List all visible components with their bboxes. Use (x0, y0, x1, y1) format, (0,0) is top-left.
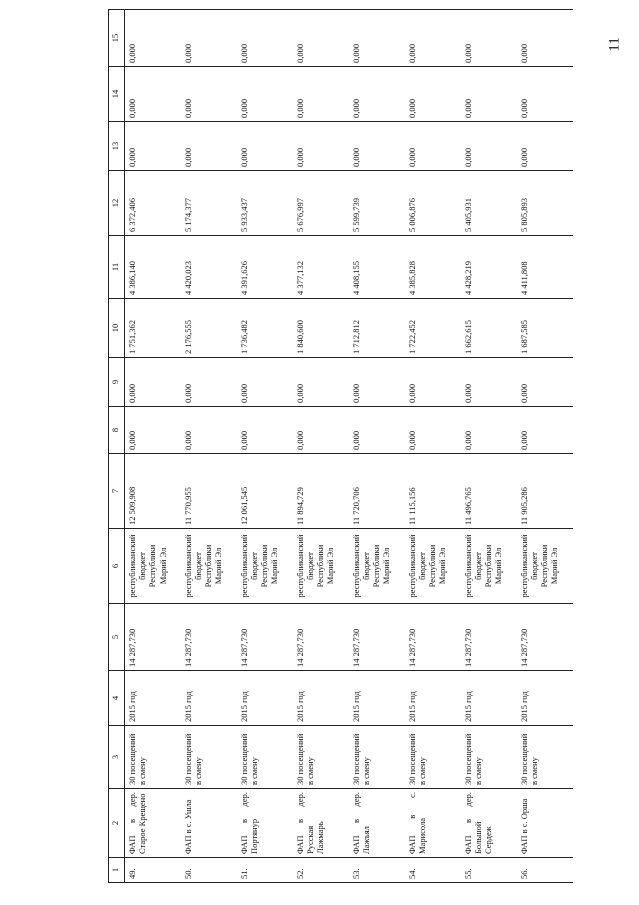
cell-col-9: 0,000 (237, 358, 293, 407)
cell-col-7: 11 115,156 (405, 454, 461, 529)
cell-col-14: 0,000 (293, 67, 349, 122)
cell-col-13: 0,000 (293, 122, 349, 171)
year: 2015 год (125, 671, 181, 726)
facility-name: ФАП в с. Орша (517, 789, 573, 858)
table-row (405, 10, 461, 883)
cell-col-14: 0,000 (125, 67, 181, 122)
year: 2015 год (181, 671, 237, 726)
cell-col-11: 4 408,155 (349, 236, 405, 299)
cell-col-9: 0,000 (461, 358, 517, 407)
cell-col-12: 5 174,377 (181, 171, 237, 236)
header-col-6: 6 (109, 529, 125, 604)
funding-source: республиканский бюджет Республики Марий Эл (125, 529, 181, 604)
cell-col-15: 0,000 (125, 10, 181, 67)
cell-col-15: 0,000 (349, 10, 405, 67)
cell-col-5: 14 287,730 (125, 604, 181, 671)
page-number: 11 (606, 37, 623, 52)
cell-col-7: 11 894,729 (293, 454, 349, 529)
facility-name: ФАП в дер. Портянур (237, 789, 293, 858)
header-col-10: 10 (109, 299, 125, 358)
cell-col-11: 4 377,132 (293, 236, 349, 299)
cell-col-10: 1 840,600 (293, 299, 349, 358)
year: 2015 год (405, 671, 461, 726)
cell-col-9: 0,000 (405, 358, 461, 407)
cell-col-12: 6 372,406 (125, 171, 181, 236)
cell-col-15: 0,000 (405, 10, 461, 67)
row-index: 52. (293, 858, 349, 883)
table-row (349, 10, 405, 883)
facility-name: ФАП в дер. Большой Сердеж (461, 789, 517, 858)
cell-col-13: 0,000 (125, 122, 181, 171)
cell-col-8: 0,000 (125, 407, 181, 454)
funding-source: республиканский бюджет Республики Марий Эл (517, 529, 573, 604)
cell-col-5: 14 287,730 (293, 604, 349, 671)
cell-col-7: 11 496,765 (461, 454, 517, 529)
cell-col-10: 1 662,615 (461, 299, 517, 358)
cell-col-11: 4 386,140 (125, 236, 181, 299)
table-row (517, 10, 573, 883)
header-col-3: 3 (109, 726, 125, 789)
row-index: 49. (125, 858, 181, 883)
header-col-12: 12 (109, 171, 125, 236)
funding-source: республиканский бюджет Республики Марий Эл (461, 529, 517, 604)
row-index: 53. (349, 858, 405, 883)
row-index: 51. (237, 858, 293, 883)
cell-col-12: 5 676,997 (293, 171, 349, 236)
cell-col-13: 0,000 (517, 122, 573, 171)
cell-col-12: 5 405,931 (461, 171, 517, 236)
capacity: 30 посещений в смену (517, 726, 573, 789)
header-col-5: 5 (109, 604, 125, 671)
cell-col-8: 0,000 (517, 407, 573, 454)
year: 2015 год (293, 671, 349, 726)
header-col-8: 8 (109, 407, 125, 454)
table-header (109, 10, 125, 883)
cell-col-15: 0,000 (517, 10, 573, 67)
cell-col-11: 4 411,808 (517, 236, 573, 299)
facility-name: ФАП в дер. Лажъял (349, 789, 405, 858)
cell-col-15: 0,000 (461, 10, 517, 67)
cell-col-7: 12 509,908 (125, 454, 181, 529)
cell-col-8: 0,000 (293, 407, 349, 454)
cell-col-13: 0,000 (405, 122, 461, 171)
cell-col-11: 4 385,828 (405, 236, 461, 299)
header-row (109, 10, 125, 883)
year: 2015 год (517, 671, 573, 726)
cell-col-5: 14 287,730 (349, 604, 405, 671)
cell-col-12: 5 805,893 (517, 171, 573, 236)
header-col-13: 13 (109, 122, 125, 171)
cell-col-15: 0,000 (237, 10, 293, 67)
cell-col-8: 0,000 (349, 407, 405, 454)
capacity: 30 посещений в смену (405, 726, 461, 789)
row-index: 56. (517, 858, 573, 883)
funding-source: республиканский бюджет Республики Марий Эл (405, 529, 461, 604)
cell-col-10: 1 712,812 (349, 299, 405, 358)
table-row (181, 10, 237, 883)
row-index: 50. (181, 858, 237, 883)
cell-col-10: 1 736,482 (237, 299, 293, 358)
cell-col-8: 0,000 (405, 407, 461, 454)
cell-col-11: 4 420,023 (181, 236, 237, 299)
facility-name: ФАП в дер. Старое Крещено (125, 789, 181, 858)
cell-col-9: 0,000 (293, 358, 349, 407)
rotated-table-wrapper (108, 33, 628, 883)
cell-col-10: 2 176,555 (181, 299, 237, 358)
cell-col-13: 0,000 (349, 122, 405, 171)
year: 2015 год (461, 671, 517, 726)
capacity: 30 посещений в смену (181, 726, 237, 789)
cell-col-12: 5 933,437 (237, 171, 293, 236)
cell-col-7: 11 905,286 (517, 454, 573, 529)
cell-col-15: 0,000 (293, 10, 349, 67)
cell-col-13: 0,000 (181, 122, 237, 171)
cell-col-5: 14 287,730 (517, 604, 573, 671)
cell-col-8: 0,000 (181, 407, 237, 454)
cell-col-12: 5 006,876 (405, 171, 461, 236)
facility-name: ФАП в дер. Русская Лажмарь (293, 789, 349, 858)
cell-col-9: 0,000 (181, 358, 237, 407)
cell-col-7: 11 720,706 (349, 454, 405, 529)
data-table (108, 9, 573, 883)
cell-col-13: 0,000 (461, 122, 517, 171)
funding-source: республиканский бюджет Республики Марий Эл (237, 529, 293, 604)
cell-col-9: 0,000 (125, 358, 181, 407)
capacity: 30 посещений в смену (293, 726, 349, 789)
header-col-2: 2 (109, 789, 125, 858)
cell-col-11: 4 391,626 (237, 236, 293, 299)
cell-col-9: 0,000 (349, 358, 405, 407)
header-col-7: 7 (109, 454, 125, 529)
cell-col-10: 1 751,362 (125, 299, 181, 358)
cell-col-14: 0,000 (349, 67, 405, 122)
cell-col-12: 5 599,739 (349, 171, 405, 236)
cell-col-7: 11 770,955 (181, 454, 237, 529)
year: 2015 год (237, 671, 293, 726)
table-body (125, 10, 573, 883)
header-col-4: 4 (109, 671, 125, 726)
cell-col-14: 0,000 (181, 67, 237, 122)
header-col-9: 9 (109, 358, 125, 407)
cell-col-14: 0,000 (517, 67, 573, 122)
cell-col-13: 0,000 (237, 122, 293, 171)
row-index: 55. (461, 858, 517, 883)
cell-col-10: 1 722,452 (405, 299, 461, 358)
cell-col-14: 0,000 (405, 67, 461, 122)
cell-col-5: 14 287,730 (405, 604, 461, 671)
cell-col-14: 0,000 (461, 67, 517, 122)
cell-col-5: 14 287,730 (237, 604, 293, 671)
capacity: 30 посещений в смену (349, 726, 405, 789)
capacity: 30 посещений в смену (125, 726, 181, 789)
funding-source: республиканский бюджет Республики Марий Эл (181, 529, 237, 604)
capacity: 30 посещений в смену (461, 726, 517, 789)
year: 2015 год (349, 671, 405, 726)
funding-source: республиканский бюджет Республики Марий Эл (349, 529, 405, 604)
cell-col-5: 14 287,730 (461, 604, 517, 671)
cell-col-5: 14 287,730 (181, 604, 237, 671)
cell-col-11: 4 428,219 (461, 236, 517, 299)
funding-source: республиканский бюджет Республики Марий Эл (293, 529, 349, 604)
cell-col-7: 12 061,545 (237, 454, 293, 529)
table-row (293, 10, 349, 883)
capacity: 30 посещений в смену (237, 726, 293, 789)
cell-col-9: 0,000 (517, 358, 573, 407)
facility-name: ФАП в с. Ушла (181, 789, 237, 858)
header-col-14: 14 (109, 67, 125, 122)
facility-name: ФАП в с. Марисола (405, 789, 461, 858)
cell-col-15: 0,000 (181, 10, 237, 67)
cell-col-14: 0,000 (237, 67, 293, 122)
table-row (125, 10, 181, 883)
cell-col-8: 0,000 (237, 407, 293, 454)
header-col-1: 1 (109, 858, 125, 883)
header-col-15: 15 (109, 10, 125, 67)
row-index: 54. (405, 858, 461, 883)
table-row (237, 10, 293, 883)
cell-col-10: 1 687,585 (517, 299, 573, 358)
header-col-11: 11 (109, 236, 125, 299)
table-row (461, 10, 517, 883)
cell-col-8: 0,000 (461, 407, 517, 454)
